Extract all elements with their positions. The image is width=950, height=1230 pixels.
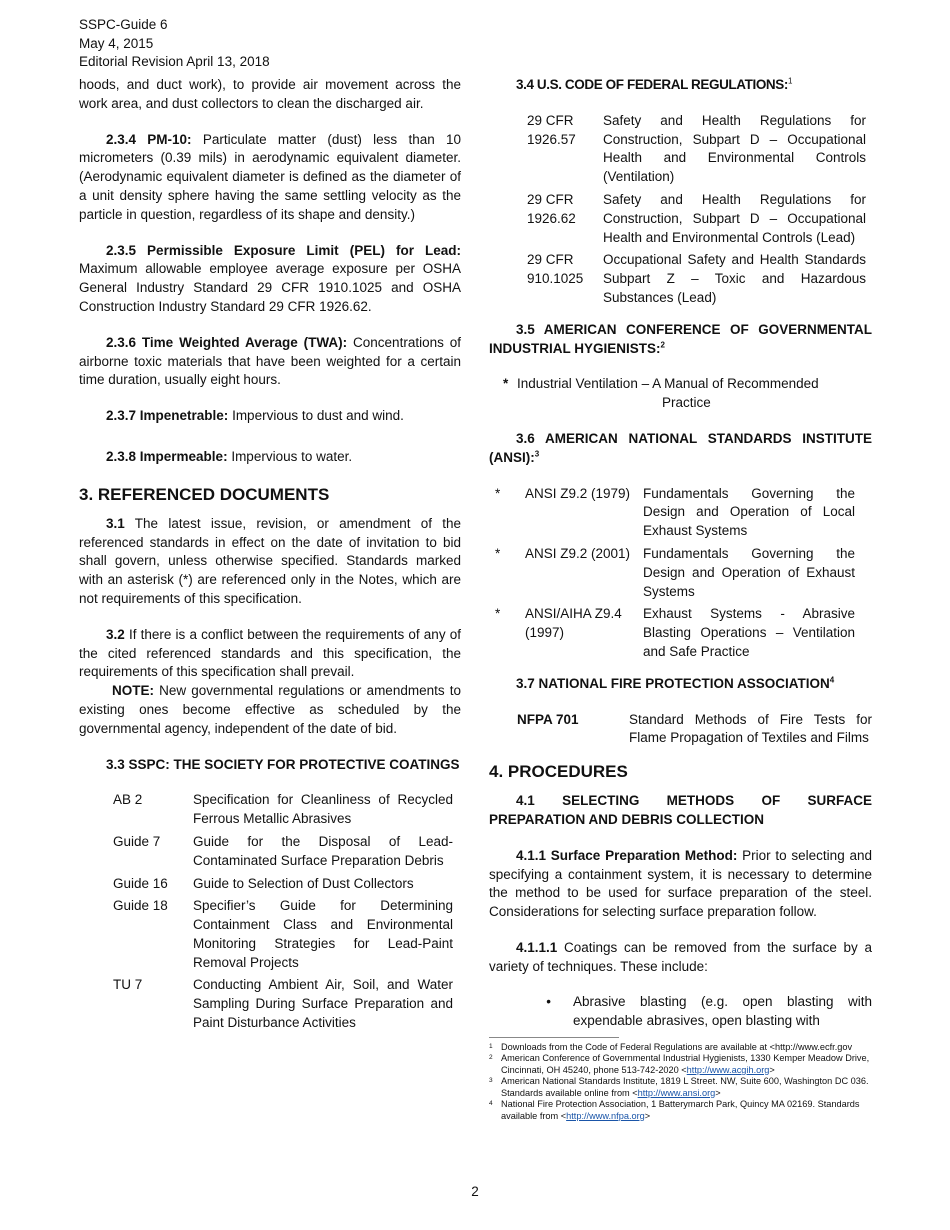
reference-row: [113, 833, 453, 875]
reference-title: Conducting Ambient Air, Soil, and Water Sampling During Surface Preparation and Paint Disturbance Activities: [193, 977, 453, 1031]
acgih-reference: [489, 375, 872, 413]
footnote-divider: [489, 1037, 619, 1038]
reference-title-cont: Practice: [662, 395, 711, 411]
reference-row: [517, 711, 872, 753]
definition-text: Impervious to water.: [227, 448, 353, 464]
reference-title: Safety and Health Regulations for Construction, Subpart D – Occupational Health and Environmental Controls (Ventilation): [603, 112, 866, 185]
note-label: NOTE:: [112, 683, 154, 699]
paragraph-label: 3.1: [106, 515, 125, 531]
reference-code: Guide 7: [113, 833, 161, 849]
footnote-ref: 4: [829, 675, 835, 685]
reference-row: [527, 112, 866, 191]
asterisk-mark: *: [495, 485, 501, 501]
reference-row: [495, 545, 855, 605]
reference-code: ANSI Z9.2 (2001): [525, 545, 631, 561]
paragraph-label: 4.1.1.1: [516, 939, 558, 955]
note-paragraph: [79, 682, 461, 738]
paragraph-3-1: [79, 515, 461, 609]
reference-title: Fundamentals Governing the Design and Operation of Exhaust Systems: [643, 545, 855, 599]
doc-id: SSPC-Guide 6: [79, 17, 168, 32]
footnote: [489, 1076, 872, 1099]
left-column: [79, 76, 461, 1037]
subsection-title-text: 3.5 AMERICAN CONFERENCE OF GOVERNMENTAL INDUSTRIAL HYGIENISTS:: [489, 321, 872, 356]
paragraph-text: If there is a conflict between the requirements of any of the cited referenced standards and this specification, the requirements of this specification shall prevail.: [79, 626, 461, 680]
footnote-link[interactable]: http://www.acgih.org: [686, 1064, 770, 1075]
footnote: [489, 1099, 872, 1122]
footnote: [489, 1053, 872, 1076]
footnote-text: American National Standards Institute, 1819 L Street. NW, Suite 600, Washington DC 036. Standards available online from <http://www.ansi.org>: [501, 1076, 869, 1098]
subsection-title-text: 3.7 NATIONAL FIRE PROTECTION ASSOCIATION: [516, 675, 830, 691]
subsection-title-sspc: 3.3 SSPC: THE SOCIETY FOR PROTECTIVE COATINGS: [106, 756, 460, 772]
reference-title: Occupational Safety and Health Standards Subpart Z – Toxic and Hazardous Substances (Lead): [603, 252, 866, 305]
definition-label: 2.3.8 Impermeable:: [106, 448, 228, 464]
reference-title: Guide for the Disposal of Lead-Contaminated Surface Preparation Debris: [193, 833, 453, 868]
footnote-text: Downloads from the Code of Federal Regulations are available at <http://www.ecfr.gov: [501, 1042, 853, 1053]
reference-row: [495, 485, 855, 545]
subsection-title-text: 3.4 U.S. CODE OF FEDERAL REGULATIONS:: [516, 77, 788, 92]
reference-code: NFPA 701: [517, 711, 579, 727]
footnote-mark: 2: [489, 1054, 493, 1062]
paragraph-label: 3.2: [106, 626, 125, 642]
reference-title: Guide to Selection of Dust Collectors: [193, 875, 414, 891]
nfpa-reference-table: [517, 711, 872, 753]
paragraph-text: Prior to selecting and specifying a containment system, it is necessary to determine the method to be used for surface preparation of the steel. Considerations for selecting surface preparation follow.: [489, 847, 872, 920]
reference-row: [495, 605, 855, 665]
footnote-mark: 4: [489, 1100, 493, 1108]
paragraph-3-2: [79, 626, 461, 682]
definition-text: Concentrations of airborne toxic materials that have been weighted for a certain time duration, usually eight hours.: [79, 334, 461, 388]
footnote-mark: 3: [489, 1077, 493, 1085]
definition-impermeable: [79, 448, 461, 467]
paragraph-text: Coatings can be removed from the surface by a variety of techniques. These include:: [489, 939, 872, 974]
definition-label: 2.3.6 Time Weighted Average (TWA):: [106, 334, 348, 350]
footnote-link[interactable]: http://www.ansi.org: [637, 1087, 716, 1098]
reference-row: [527, 191, 866, 251]
asterisk-mark: *: [495, 545, 501, 561]
footnote-mark: 1: [489, 1043, 493, 1051]
subsection-title-cfr: [489, 76, 872, 95]
definition-impenetrable: [79, 407, 461, 426]
reference-row: [113, 875, 453, 898]
page-number: 2: [471, 1184, 479, 1199]
subsection-title-ansi: [489, 430, 872, 468]
definition-label: 2.3.7 Impenetrable:: [106, 408, 229, 424]
reference-title: Industrial Ventilation – A Manual of Recommended: [517, 376, 819, 392]
definition-pel: [79, 242, 461, 317]
subsection-title-acgih: [489, 321, 872, 359]
footnote-text: American Conference of Governmental Industrial Hygienists, 1330 Kemper Meadow Drive, Cincinnati, OH 45240, phone 513-742-2020 <http://www.acgih.org>: [501, 1053, 870, 1075]
footnote: [489, 1042, 872, 1053]
definition-label: 2.3.4 PM-10:: [106, 131, 192, 147]
reference-row: [527, 251, 866, 311]
bullet-icon: •: [546, 994, 551, 1010]
subsection-title-nfpa: [489, 675, 872, 694]
reference-code: 29 CFR 1926.57: [527, 112, 576, 147]
footnote-link[interactable]: http://www.nfpa.org: [566, 1110, 645, 1121]
reference-code: ANSI/AIHA Z9.4 (1997): [525, 606, 622, 641]
intro-paragraph: hoods, and duct work), to provide air movement across the work area, and dust collectors to clean the discharged air.: [79, 77, 461, 111]
reference-code: ANSI Z9.2 (1979): [525, 485, 631, 501]
reference-code: 29 CFR 910.1025: [527, 252, 584, 287]
definition-label: 2.3.5 Permissible Exposure Limit (PEL) for Lead:: [106, 242, 461, 258]
ansi-reference-table: [495, 485, 855, 666]
note-text: New governmental regulations or amendments to existing ones become effective as scheduled by the governmental agency, independent of the date of bid.: [79, 683, 461, 736]
paragraph-4-1-1: [489, 847, 872, 922]
paragraph-text: The latest issue, revision, or amendment of the referenced standards in effect on the date of invitation to bid shall govern, unless otherwise specified. Standards marked with an asterisk (*) are referenced only in the Notes, which are not requirements of this specification.: [79, 515, 461, 606]
footnote-ref: 1: [787, 76, 793, 86]
reference-code: AB 2: [113, 792, 143, 808]
reference-code: TU 7: [113, 977, 143, 993]
reference-title: Exhaust Systems - Abrasive Blasting Operations – Ventilation and Safe Practice: [643, 606, 855, 659]
doc-date: May 4, 2015: [79, 35, 154, 51]
paragraph-4-1-1-1: [489, 939, 872, 977]
asterisk-mark: *: [495, 606, 501, 622]
subsection-title-4-1: 4.1 SELECTING METHODS OF SURFACE PREPARATION AND DEBRIS COLLECTION: [489, 793, 872, 827]
footnote-ref: 2: [660, 340, 665, 350]
footnotes: [489, 1042, 872, 1122]
reference-title: Standard Methods of Fire Tests for Flame Propagation of Textiles and Films: [629, 711, 872, 746]
definition-text: Maximum allowable employee average exposure per OSHA General Industry Standard 29 CFR 1910.1025 and OSHA Construction Industry Standard 29 CFR 1926.62.: [79, 261, 461, 314]
cfr-reference-table: [527, 112, 866, 312]
reference-row: [113, 976, 453, 1036]
footnote-ref: 3: [534, 449, 540, 459]
reference-title: Specifier’s Guide for Determining Containment Class and Environmental Monitoring Strategies for Lead-Paint Removal Projects: [193, 898, 453, 970]
definition-twa: [79, 334, 461, 390]
section-title-referenced-documents: 3. REFERENCED DOCUMENTS: [79, 484, 330, 504]
definition-text: Impervious to dust and wind.: [228, 408, 404, 424]
list-item: [489, 993, 872, 1031]
reference-title: Fundamentals Governing the Design and Operation of Local Exhaust Systems: [643, 485, 855, 539]
reference-code: 29 CFR 1926.62: [527, 191, 576, 226]
paragraph-label: 4.1.1 Surface Preparation Method:: [516, 847, 738, 863]
right-column: [489, 76, 872, 1122]
definition-pm10: [79, 131, 461, 225]
footnote-text: National Fire Protection Association, 1 Batterymarch Park, Quincy MA 02169. Standards available from <http://www.nfpa.org>: [501, 1099, 860, 1121]
reference-title: Safety and Health Regulations for Construction, Subpart D – Occupational Health and Environmental Controls (Lead): [603, 191, 866, 245]
subsection-title-text: 3.6 AMERICAN NATIONAL STANDARDS INSTITUTE (ANSI):: [489, 430, 872, 465]
section-title-procedures: 4. PROCEDURES: [489, 762, 628, 782]
reference-title: Specification for Cleanliness of Recycled Ferrous Metallic Abrasives: [193, 792, 453, 827]
doc-revision: Editorial Revision April 13, 2018: [79, 54, 270, 69]
reference-row: [113, 791, 453, 833]
reference-row: [113, 897, 453, 976]
reference-code: Guide 18: [113, 898, 168, 914]
asterisk-mark: *: [503, 376, 509, 392]
list-item-text: Abrasive blasting (e.g. open blasting with expendable abrasives, open blasting with: [573, 994, 872, 1029]
reference-code: Guide 16: [113, 875, 168, 891]
sspc-reference-table: [113, 791, 453, 1037]
definition-text: Particulate matter (dust) less than 10 micrometers (0.39 mils) in aerodynamic equivalent diameter. (Aerodynamic equivalent diameter is defined as the diameter of a unit density sphere having the same settling velocity as the particle in question, regardless of its shape and density.): [79, 131, 461, 222]
page-header: [79, 16, 270, 72]
